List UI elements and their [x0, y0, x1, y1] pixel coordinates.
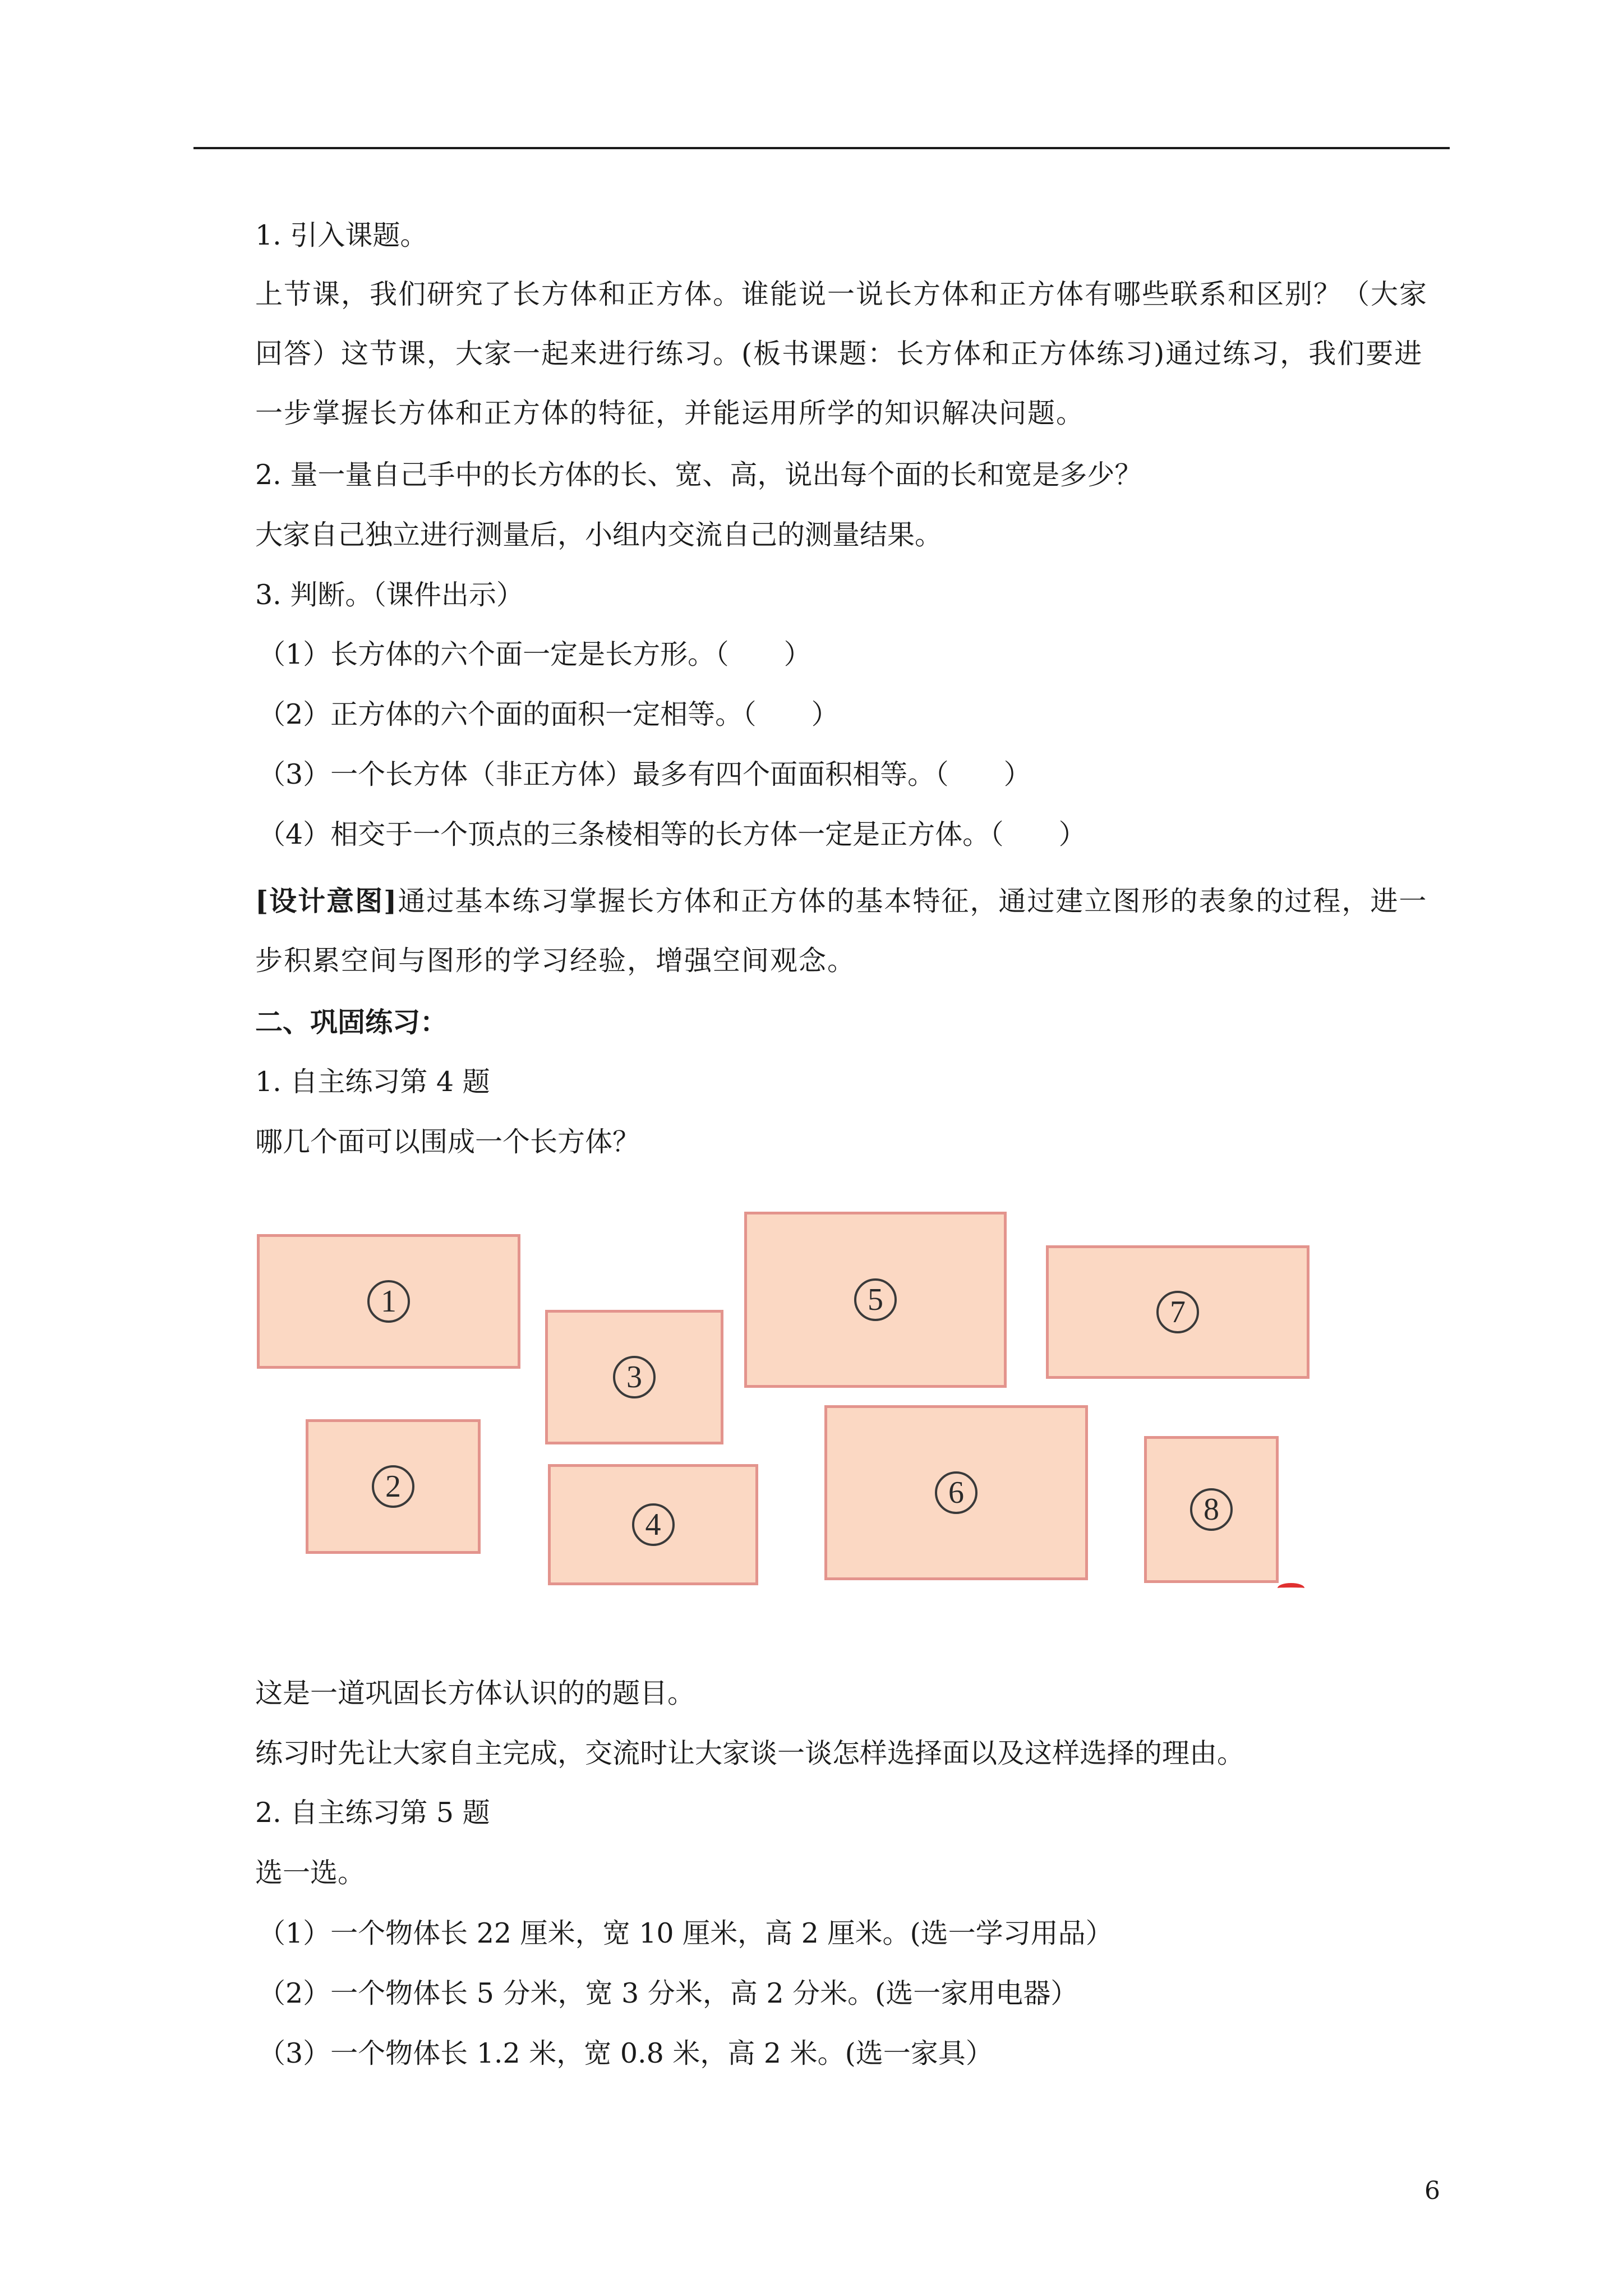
section-2-heading: 二、巩固练习： [255, 1006, 448, 1038]
judge-item-4: （4）相交于一个顶点的三条棱相等的长方体一定是正方体。（ ） [258, 818, 1086, 850]
select-item-3: （3）一个物体长 1.2 米，宽 0.8 米，高 2 米。(选一家具） [258, 2037, 993, 2069]
face-5 [744, 1212, 1007, 1388]
face-number: 2 [372, 1465, 414, 1508]
after-figure-1: 这是一道巩固长方体认识的的题目。 [255, 1677, 695, 1709]
design-intent-text: 通过基本练习掌握长方体和正方体的基本特征，通过建立图形的表象的过程，进一步积累空间与图形的学习经验，增强空间观念。 [255, 885, 1428, 977]
select-item-1: （1）一个物体长 22 厘米，宽 10 厘米，高 2 厘米。(选一学习用品） [258, 1917, 1113, 1949]
face-4 [548, 1464, 758, 1585]
step-3-title: 3. 判断。（课件出示） [255, 579, 524, 611]
face-number: 8 [1190, 1488, 1233, 1531]
face-number: 7 [1156, 1291, 1199, 1333]
face-number: 6 [935, 1471, 978, 1514]
face-6 [824, 1405, 1088, 1580]
exercise-5-question: 选一选。 [255, 1857, 366, 1889]
red-mark [1278, 1583, 1304, 1593]
exercise-4-question: 哪几个面可以围成一个长方体？ [255, 1126, 640, 1158]
judge-item-1: （1）长方体的六个面一定是长方形。（ ） [258, 638, 811, 670]
design-intent [255, 871, 1450, 990]
header-rule [193, 147, 1450, 149]
faces-figure [247, 1206, 1346, 1593]
face-7 [1046, 1245, 1310, 1379]
face-number: 5 [854, 1278, 897, 1321]
face-1 [257, 1234, 520, 1369]
page-number: 6 [1424, 2177, 1440, 2205]
intro-paragraph: 上节课，我们研究了长方体和正方体。谁能说一说长方体和正方体有哪些联系和区别？（大家回答）这节课，大家一起来进行练习。(板书课题：长方体和正方体练习)通过练习，我们要进一步掌握长方体和正方体的特征，并能运用所学的知识解决问题。 [255, 278, 1428, 429]
face-3 [545, 1310, 723, 1444]
face-number: 4 [632, 1503, 675, 1546]
exercise-4-title: 1. 自主练习第 4 题 [255, 1066, 490, 1098]
face-2 [306, 1419, 481, 1554]
select-item-2: （2）一个物体长 5 分米，宽 3 分米，高 2 分米。(选一家用电器） [258, 1977, 1078, 2009]
after-figure-2: 练习时先让大家自主完成，交流时让大家谈一谈怎样选择面以及这样选择的理由。 [255, 1737, 1245, 1769]
step-2-title: 2. 量一量自己手中的长方体的长、宽、高，说出每个面的长和宽是多少？ [255, 459, 1142, 491]
judge-item-2: （2）正方体的六个面的面积一定相等。（ ） [258, 698, 839, 730]
exercise-5-title: 2. 自主练习第 5 题 [255, 1797, 490, 1829]
face-number: 1 [367, 1280, 410, 1323]
face-number: 3 [613, 1356, 656, 1398]
design-intent-label: [设计意图] [255, 885, 398, 917]
step-1-title: 1. 引入课题。 [255, 219, 428, 251]
face-8 [1144, 1436, 1279, 1583]
judge-item-3: （3）一个长方体（非正方体）最多有四个面面积相等。（ ） [258, 758, 1031, 790]
step-2-text: 大家自己独立进行测量后，小组内交流自己的测量结果。 [255, 519, 943, 551]
